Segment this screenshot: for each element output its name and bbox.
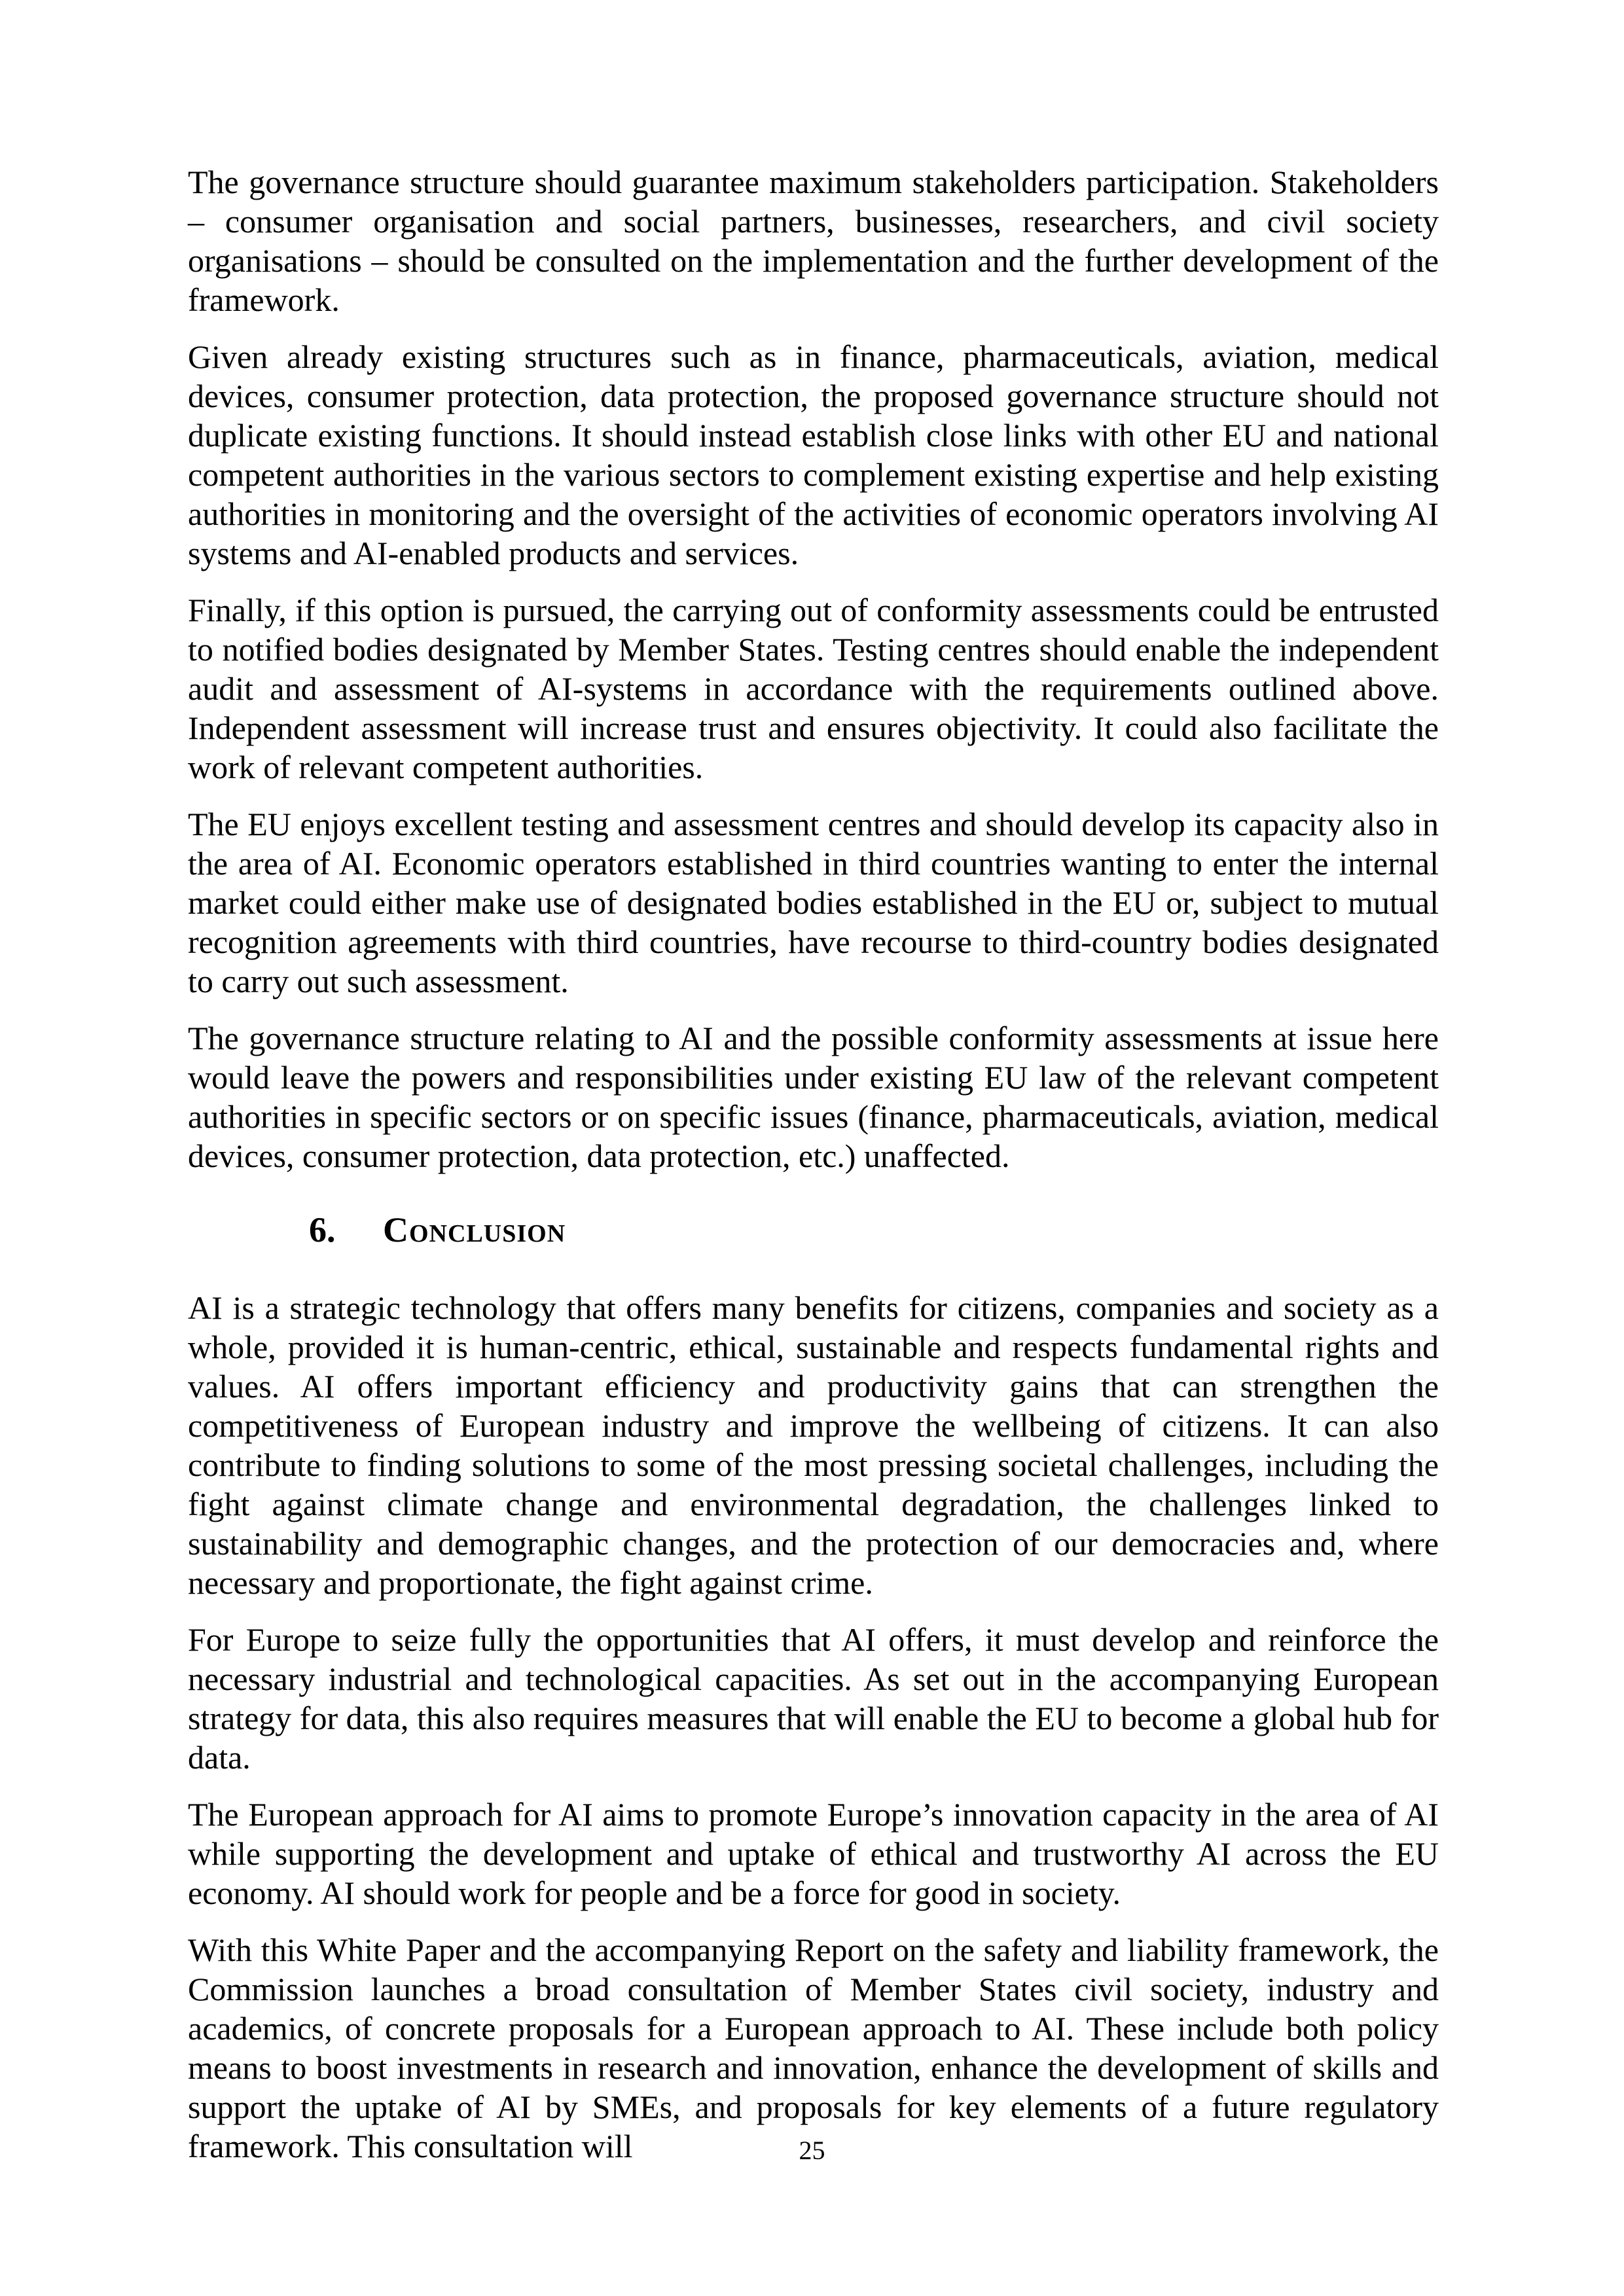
paragraph: AI is a strategic technology that offers many benefits for citizens, companies and society as a whole, provided it is human-centric, ethical, sustainable and respects fundamental rights and values. AI offers important efficiency and productivity gains that can strengthen the competitiveness of European industry and improve the wellbeing of citizens. It can also contribute to finding solutions to some of the most pressing societal challenges, including the fight against climate change and environmental degradation, the challenges linked to sustainability and demographic changes, and the protection of our democracies and, where necessary and proportionate, the fight against crime.	[188, 1289, 1439, 1602]
paragraph: The EU enjoys excellent testing and assessment centres and should develop its capacity also in the area of AI. Economic operators established in third countries wanting to enter the internal market could either make use of designated bodies established in the EU or, subject to mutual recognition agreements with third countries, have recourse to third-country bodies designated to carry out such assessment.	[188, 806, 1439, 999]
paragraph: Given already existing structures such as in finance, pharmaceuticals, aviation, medical devices, consumer protection, data protection, the proposed governance structure should not duplicate existing functions. It should instead establish close links with other EU and national competent authorities in the various sectors to complement existing expertise and help existing authorities in monitoring and the oversight of the activities of economic operators involving AI systems and AI-enabled products and services.	[188, 338, 1439, 571]
paragraph: For Europe to seize fully the opportunities that AI offers, it must develop and reinforce the necessary industrial and technological capacities. As set out in the accompanying European strategy for data, this also requires measures that will enable the EU to become a global hub for data.	[188, 1621, 1439, 1776]
paragraph: Finally, if this option is pursued, the carrying out of conformity assessments could be entrusted to notified bodies designated by Member States. Testing centres should enable the independent audit and assessment of AI-systems in accordance with the requirements outlined above. Independent assessment will increase trust and ensures objectivity. It could also facilitate the work of relevant competent authorities.	[188, 592, 1439, 785]
paragraph: The European approach for AI aims to promote Europe’s innovation capacity in the area of AI while supporting the development and uptake of ethical and trustworthy AI across the EU economy. AI should work for people and be a force for good in society.	[188, 1796, 1439, 1912]
section-title: Conclusion	[383, 1210, 566, 1249]
paragraph: The governance structure relating to AI and the possible conformity assessments at issue here would leave the powers and responsibilities under existing EU law of the relevant competent authorities in specific sectors or on specific issues (finance, pharmaceuticals, aviation, medical devices, consumer protection, data protection, etc.) unaffected.	[188, 1020, 1439, 1174]
page-number: 25	[799, 2136, 825, 2165]
paragraph: With this White Paper and the accompanying Report on the safety and liability framework, the Commission launches a broad consultation of Member States civil society, industry and academics, of concrete proposals for a European approach to AI. These include both policy means to boost investments in research and innovation, enhance the development of skills and support the uptake of AI by SMEs, and proposals for key elements of a future regulatory framework. This consultation will	[188, 1931, 1439, 2165]
section-number: 6.	[309, 1210, 336, 1249]
section-heading	[188, 1210, 1439, 1250]
paragraph: The governance structure should guarantee maximum stakeholders participation. Stakeholders – consumer organisation and social partners, businesses, researchers, and civil society organisations – should be consulted on the implementation and the further development of the framework.	[188, 164, 1439, 318]
page-content	[188, 162, 1439, 2183]
